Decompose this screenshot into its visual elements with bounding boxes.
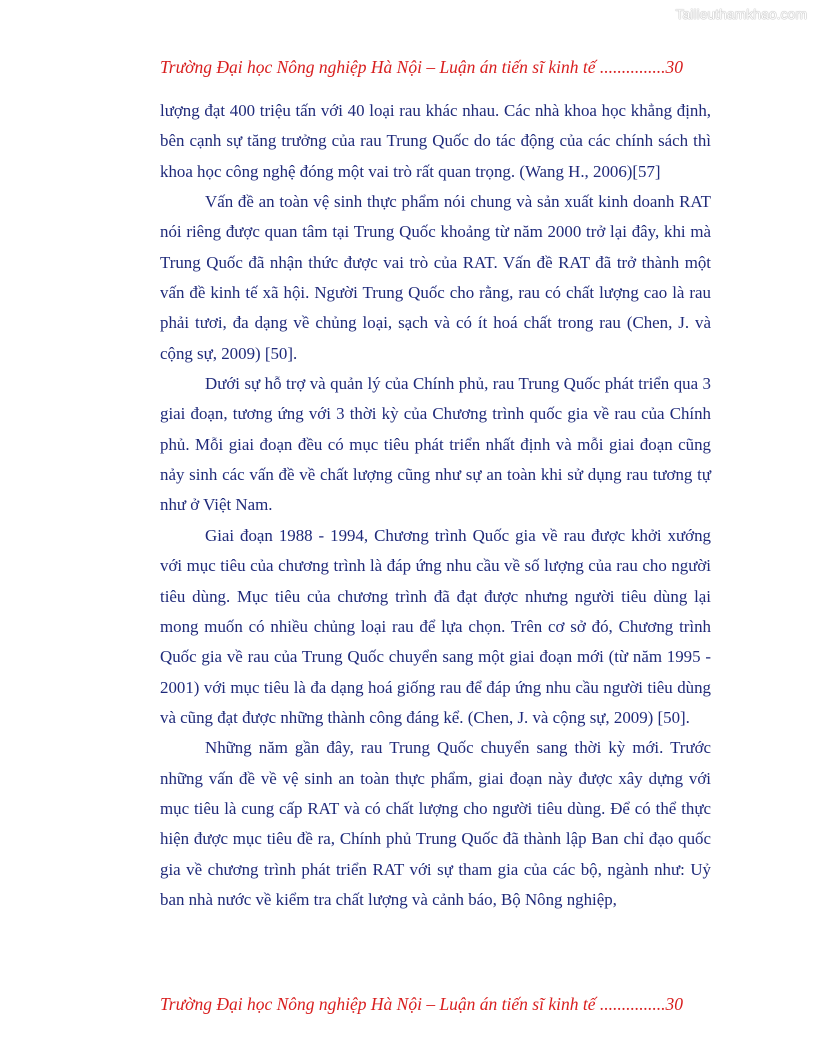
- running-footer: Trường Đại học Nông nghiệp Hà Nội – Luận án tiến sĩ kinh tế ...............30: [160, 994, 683, 1014]
- running-header: Trường Đại học Nông nghiệp Hà Nội – Luận án tiến sĩ kinh tế ...............30: [160, 57, 683, 77]
- paragraph-2: Vấn đề an toàn vệ sinh thực phẩm nói chung và sản xuất kinh doanh RAT nói riêng được quan tâm tại Trung Quốc khoảng từ năm 2000 trở lại đây, khi mà Trung Quốc đã nhận thức được vai trò của RAT. Vấn đề RAT đã trở thành một vấn đề kinh tế xã hội. Người Trung Quốc cho rằng, rau có chất lượng cao là rau phải tươi, đa dạng về chủng loại, sạch và có ít hoá chất trong rau (Chen, J. và cộng sự, 2009) [50].: [160, 192, 711, 363]
- paragraph-4: Giai đoạn 1988 - 1994, Chương trình Quốc gia về rau được khởi xướng với mục tiêu của chương trình là đáp ứng nhu cầu về số lượng của rau cho người tiêu dùng. Mục tiêu của chương trình đã đạt được nhưng người tiêu dùng lại mong muốn có nhiều chủng loại rau để lựa chọn. Trên cơ sở đó, Chương trình Quốc gia về rau của Trung Quốc chuyển sang một giai đoạn mới (từ năm 1995 - 2001) với mục tiêu là đa dạng hoá giống rau để đáp ứng nhu cầu người tiêu dùng và cũng đạt được những thành công đáng kể. (Chen, J. và cộng sự, 2009) [50].: [160, 525, 711, 727]
- paragraph-1: lượng đạt 400 triệu tấn với 40 loại rau khác nhau. Các nhà khoa học khẳng định, bên cạnh sự tăng trưởng của rau Trung Quốc do tác động của các chính sách thì khoa học công nghệ đóng một vai trò rất quan trọng. (Wang H., 2006)[57]: [160, 101, 711, 181]
- paragraph-5: Những năm gần đây, rau Trung Quốc chuyển sang thời kỳ mới. Trước những vấn đề về vệ sinh an toàn thực phẩm, giai đoạn này được xây dựng với mục tiêu là cung cấp RAT và có chất lượng cho người tiêu dùng. Để có thể thực hiện được mục tiêu đề ra, Chính phủ Trung Quốc đã thành lập Ban chỉ đạo quốc gia về chương trình phát triển RAT với sự tham gia của các bộ, ngành như: Uỷ ban nhà nước về kiểm tra chất lượng và cảnh báo, Bộ Nông nghiệp,: [160, 738, 711, 909]
- paragraph-3: Dưới sự hỗ trợ và quản lý của Chính phủ, rau Trung Quốc phát triển qua 3 giai đoạn, tương ứng với 3 thời kỳ của Chương trình quốc gia về rau của Chính phủ. Mỗi giai đoạn đều có mục tiêu phát triển nhất định và mỗi giai đoạn cũng nảy sinh các vấn đề về chất lượng cũng như sự an toàn khi sử dụng rau tương tự như ở Việt Nam.: [160, 374, 711, 515]
- body-text: [160, 96, 711, 915]
- watermark: Tailieuthamkhao.com: [675, 6, 807, 22]
